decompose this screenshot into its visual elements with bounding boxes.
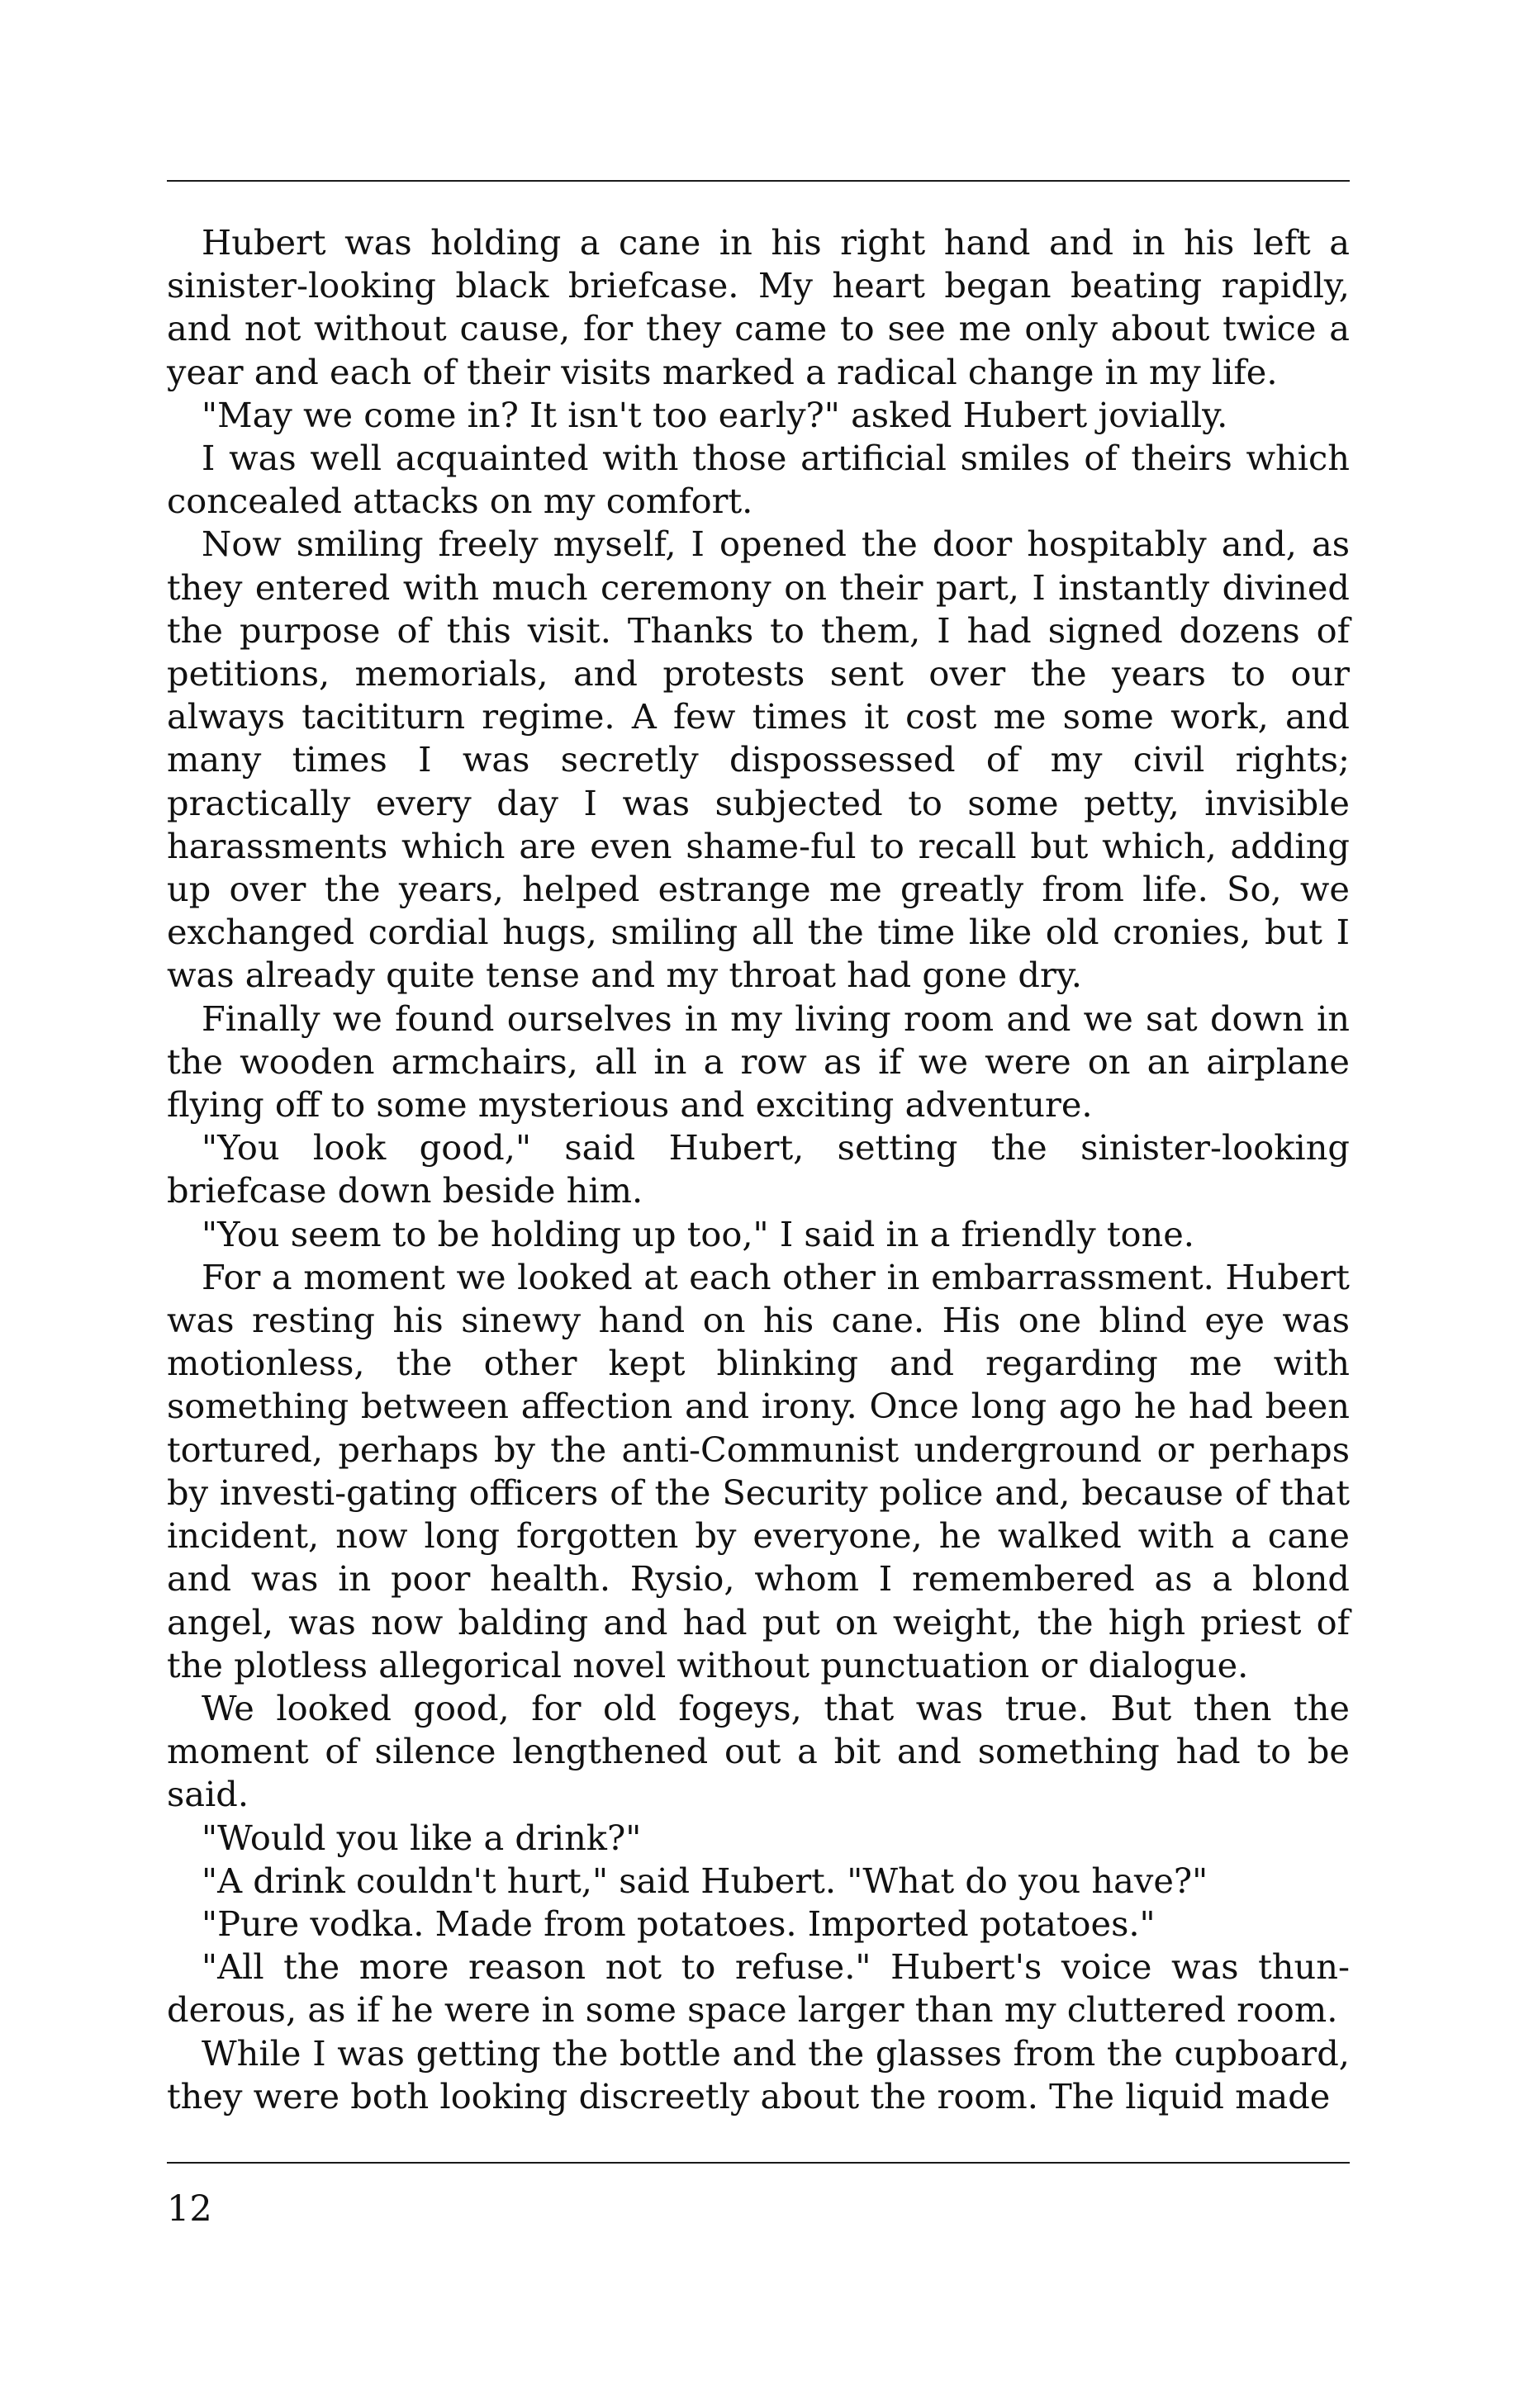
paragraph: Now smiling freely myself, I opened the door hospitably and, as they entered with much ceremony on their part, I instantly divined the purpose of this visit. Thanks to them, I had signed dozens of petitions, memorials, and protests sent over the years to our always tacititurn regime. A few times it cost me some work, and many times I was secretly dispossessed of my civil rights; practically every day I was subjected to some petty, invisible harassments which are even shame-ful to recall but which, adding up over the years, helped estrange me greatly from life. So, we exchanged cordial hugs, smiling all the time like old cronies, but I was already quite tense and my throat had gone dry. (167, 524, 1350, 996)
paragraph: "May we come in? It isn't too early?" asked Hubert jovially. (202, 394, 1228, 435)
paragraph: Hubert was holding a cane in his right hand and in his left a sinister-looking black briefcase. My heart began beating rapidly, and not without cause, for they came to see me only about twice a year and each of their visits marked a radical change in my life. (167, 222, 1350, 392)
paragraph: "A drink couldn't hurt," said Hubert. "What do you have?" (202, 1860, 1208, 1901)
paragraph: For a moment we looked at each other in embarrassment. Hubert was resting his sinewy hand on his cane. His one blind eye was motionless, the other kept blinking and regarding me with something between affection and irony. Once long ago he had been tortured, perhaps by the anti-Communist underground or perhaps by investi-gating officers of the Security police and, because of that incident, now long forgotten by everyone, he walked with a cane and was in poor health. Rysio, whom I remembered as a blond angel, was now balding and had put on weight, the high priest of the plotless allegorical novel without punctuation or dialogue. (167, 1256, 1350, 1685)
bottom-rule (167, 2162, 1350, 2164)
paragraph: "You look good," said Hubert, setting the sinister-looking briefcase down beside him. (167, 1127, 1350, 1211)
paragraph: "All the more reason not to refuse." Hubert's voice was thun-derous, as if he were in some space larger than my cluttered room. (167, 1946, 1350, 2031)
paragraph: While I was getting the bottle and the glasses from the cupboard, they were both looking discreetly about the room. The liquid made (167, 2032, 1350, 2116)
paragraph: Finally we found ourselves in my living room and we sat down in the wooden armchairs, all in a row as if we were on an airplane flying off to some mysterious and exciting adventure. (167, 998, 1350, 1126)
body-text (167, 221, 1350, 2118)
paragraph: I was well acquainted with those artificial smiles of theirs which concealed attacks on my comfort. (167, 438, 1350, 522)
page-number: 12 (167, 2188, 212, 2230)
paragraph: "Pure vodka. Made from potatoes. Imported potatoes." (202, 1903, 1156, 1944)
top-rule (167, 180, 1350, 182)
paragraph: "You seem to be holding up too," I said in a friendly tone. (202, 1213, 1194, 1254)
paragraph: We looked good, for old fogeys, that was true. But then the moment of silence lengthened out a bit and something had to be said. (167, 1687, 1350, 1815)
paragraph: "Would you like a drink?" (202, 1817, 642, 1858)
